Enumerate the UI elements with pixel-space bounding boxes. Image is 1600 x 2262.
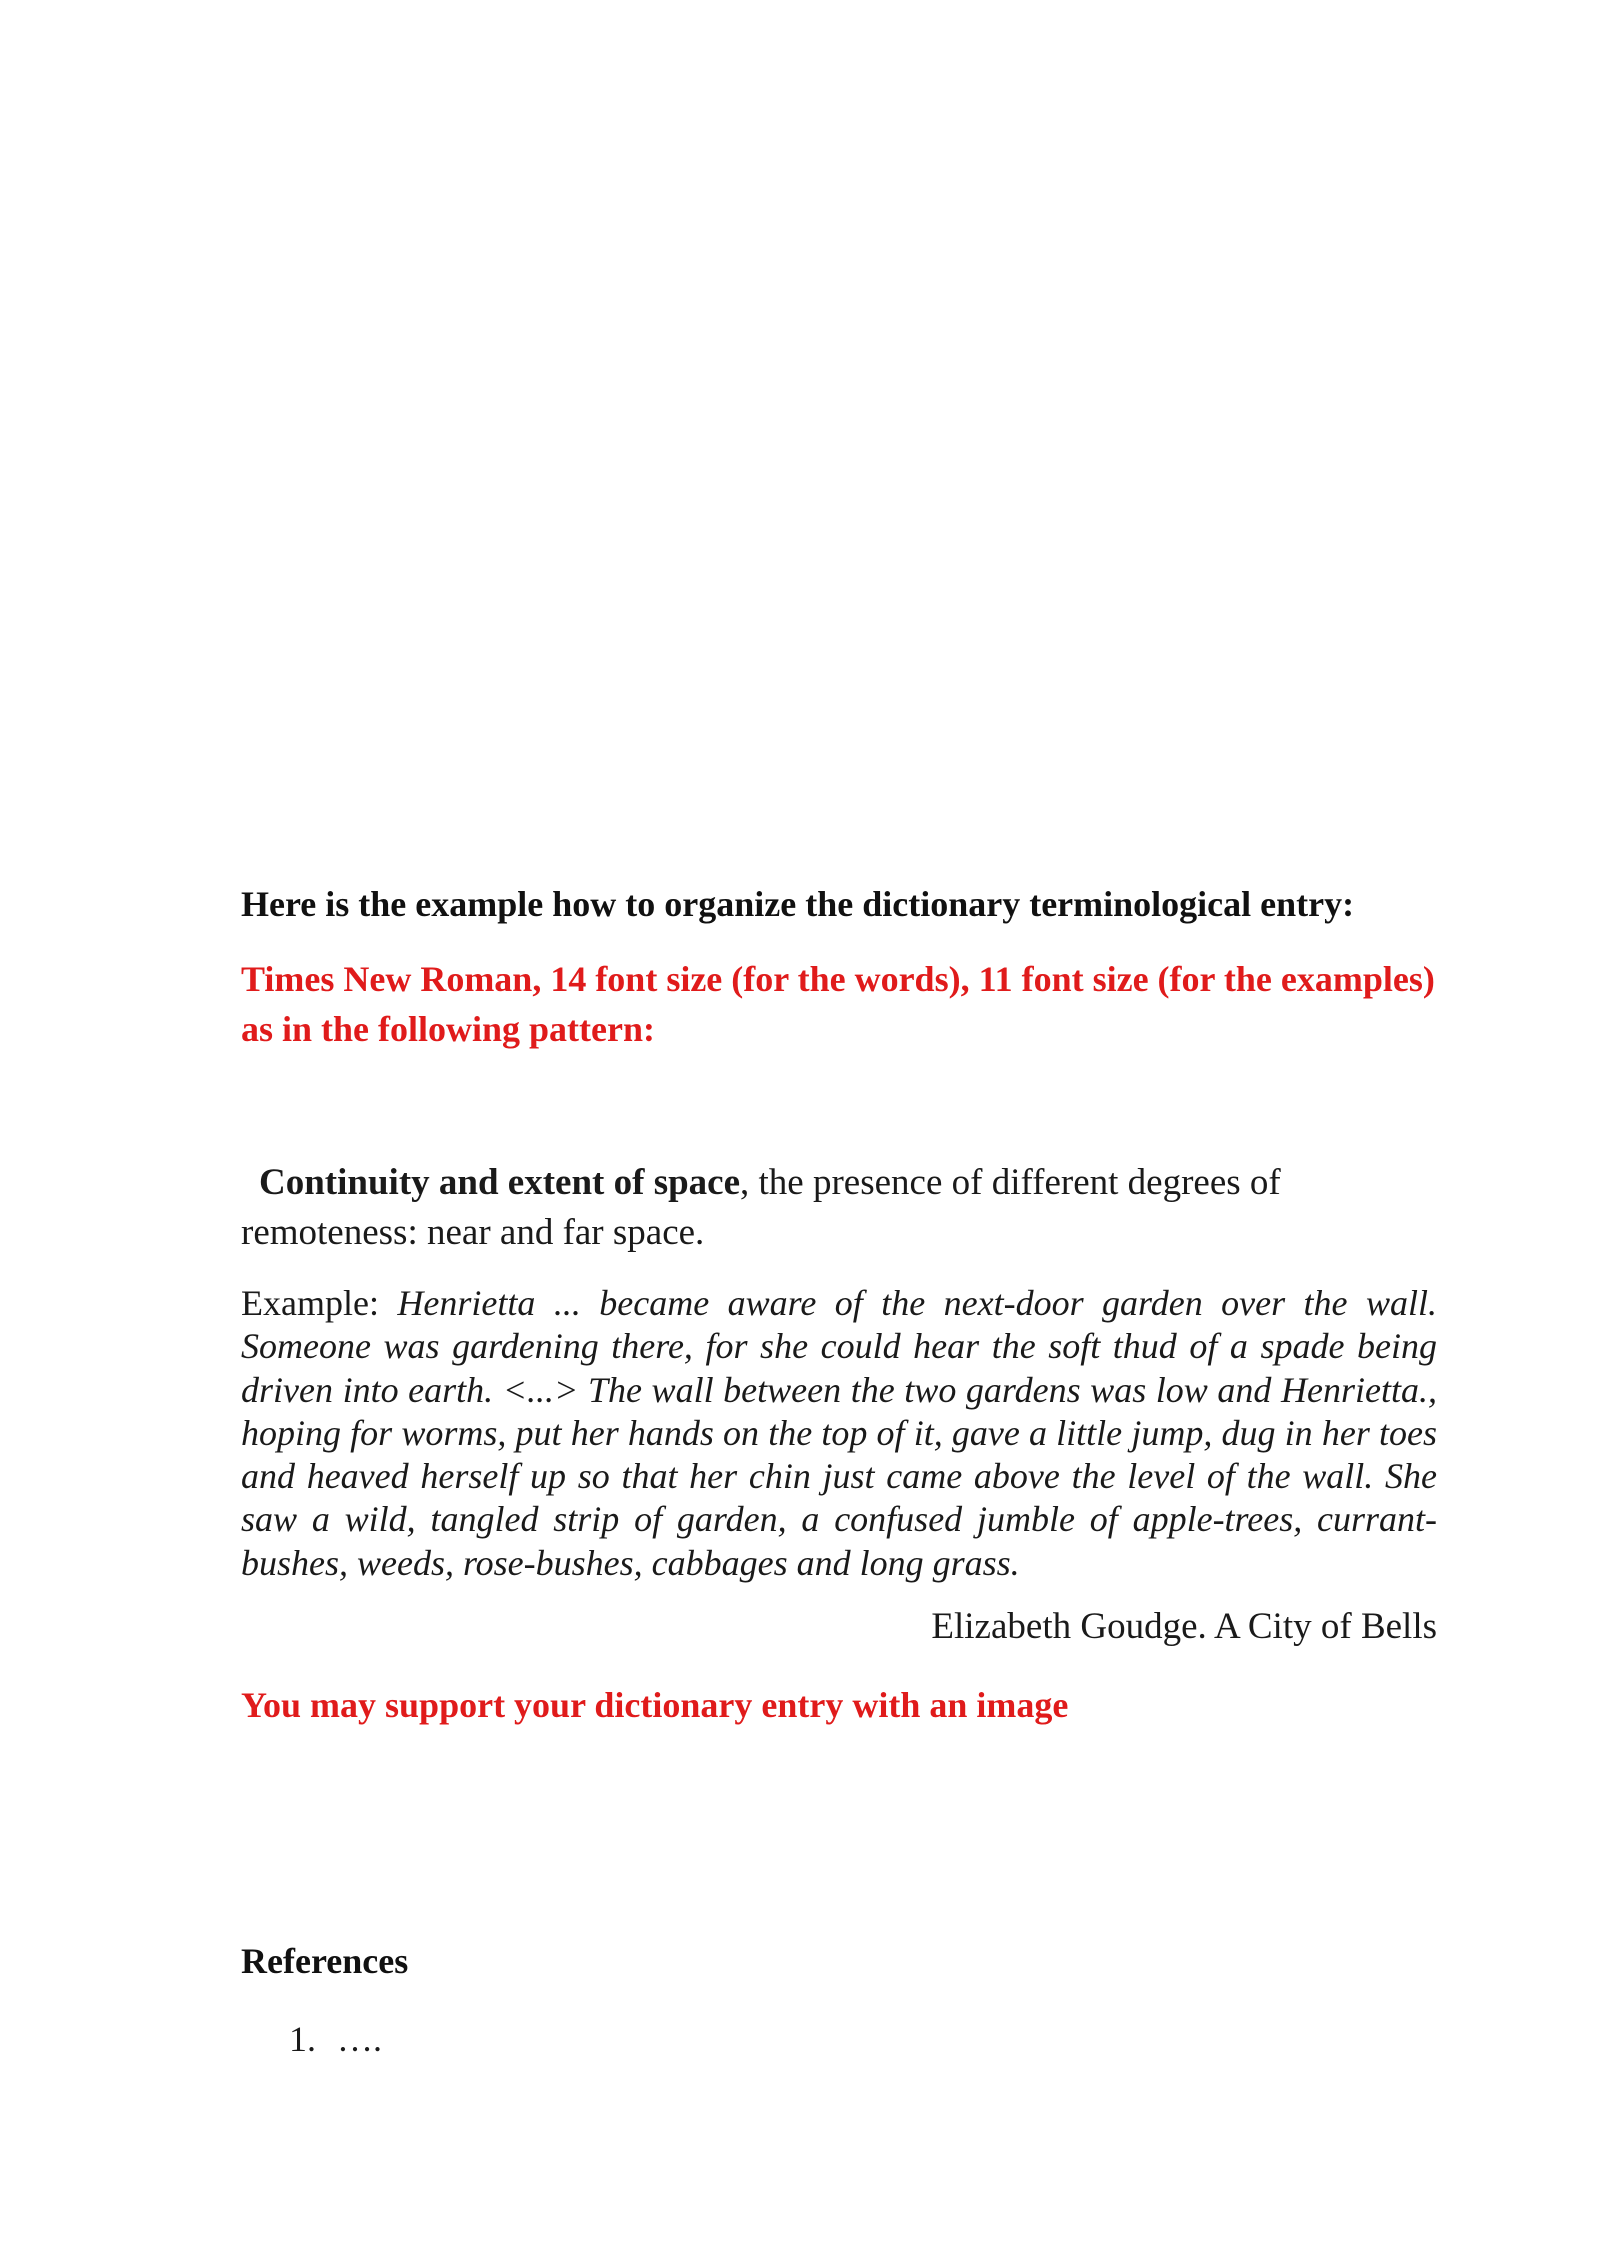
format-note: Times New Roman, 14 font size (for the words), 11 font size (for the examples) as in the following pattern: xyxy=(241,959,1435,1049)
example-quote: Henrietta ... became aware of the next-door garden over the wall. Someone was gardening there, for she could hear the soft thud of a spade being driven into earth. <...> The wall between the two gardens was low and Henrietta., hoping for worms, put her hands on the top of it, gave a little jump, dug in her toes and heaved herself up so that her chin just came above the level of the wall. She saw a wild, tangled strip of garden, a confused jumble of apple-trees, currant-bushes, weeds, rose-bushes, cabbages and long grass. xyxy=(241,1283,1438,1583)
image-support-note: You may support your dictionary entry with an image xyxy=(241,1685,1069,1726)
reference-item xyxy=(289,2015,1437,2063)
example-label: Example: xyxy=(241,1283,398,1323)
instructions-heading: Here is the example how to organize the dictionary terminological entry: xyxy=(241,884,1355,924)
references-heading: References xyxy=(241,1941,409,1982)
dictionary-entry xyxy=(241,1158,1437,1258)
quote-attribution: Elizabeth Goudge. A City of Bells xyxy=(931,1606,1437,1648)
references-list xyxy=(241,2015,1437,2063)
example-paragraph xyxy=(241,1282,1437,1585)
reference-text: …. xyxy=(337,2019,382,2060)
entry-definition: , the presence of different degrees of remoteness: near and far space. xyxy=(241,1162,1281,1253)
document-content xyxy=(241,880,1437,2063)
entry-term: Continuity and extent of space xyxy=(259,1162,741,1203)
reference-number: 1. xyxy=(289,2019,316,2060)
